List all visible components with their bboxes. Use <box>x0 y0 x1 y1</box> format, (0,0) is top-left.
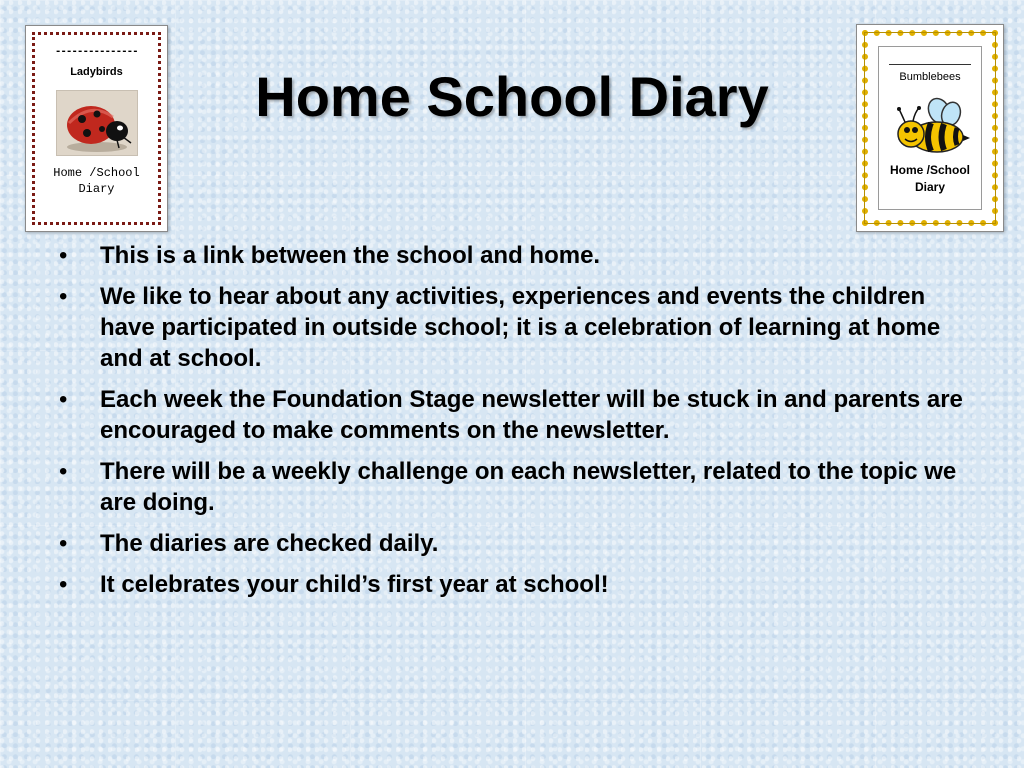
bullet-item <box>56 384 986 446</box>
cover-class-name: Ladybirds <box>70 66 123 78</box>
cover-inner <box>878 46 982 210</box>
bullet-text: The diaries are checked daily. <box>100 530 439 557</box>
cover-caption <box>879 162 981 196</box>
bullet-text: It celebrates your child’s first year at school! <box>100 571 609 598</box>
bullet-item <box>56 569 986 600</box>
bullet-item <box>56 456 986 518</box>
bullet-item <box>56 240 986 271</box>
cover-caption-line-1: Home /School <box>53 166 140 180</box>
bee-picture <box>891 97 971 165</box>
bullet-text: We like to hear about any activities, experiences and events the children have participated in outside school; it is a celebration of learning at home and at school. <box>100 283 941 372</box>
bullet-text: Each week the Foundation Stage newsletter will be stuck in and parents are encouraged to make comments on the newsletter. <box>100 386 963 444</box>
bee-icon <box>891 97 971 165</box>
bullet-text: This is a link between the school and home. <box>100 242 601 269</box>
bullet-dot: • <box>59 571 68 598</box>
cover-rule <box>889 64 971 65</box>
bullet-dot: • <box>59 283 68 310</box>
cover-caption-line-2: Diary <box>914 180 946 194</box>
bullet-list <box>56 240 986 610</box>
bullet-item <box>56 528 986 559</box>
slide-title: Home School Diary <box>255 65 769 128</box>
cover-caption-line-1: Home /School <box>889 163 970 177</box>
bullet-dot: • <box>59 242 68 269</box>
cover-caption <box>26 165 167 197</box>
bullet-dot: • <box>59 530 68 557</box>
bullet-item <box>56 281 986 374</box>
cover-dash-line: --------------- <box>55 46 138 57</box>
cover-class-name: Bumblebees <box>899 71 961 83</box>
bullet-dot: • <box>59 386 68 413</box>
cover-caption-line-2: Diary <box>78 182 115 196</box>
bumblebees-diary-cover <box>856 24 1004 232</box>
bullet-text: There will be a weekly challenge on each newsletter, related to the topic we are doing. <box>100 458 957 516</box>
bullet-dot: • <box>59 458 68 485</box>
